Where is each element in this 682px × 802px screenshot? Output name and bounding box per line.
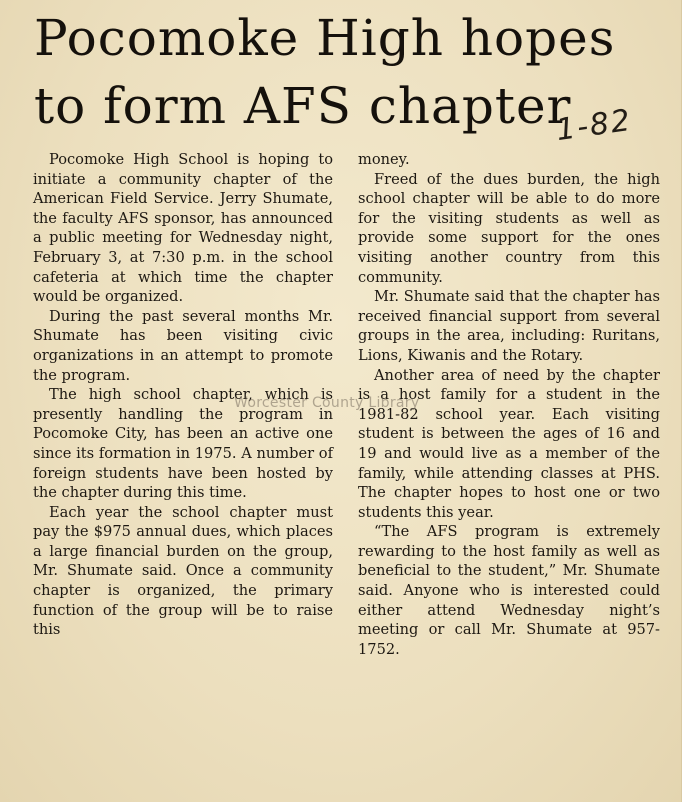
paragraph: The high school chapter, which is presently handling the program in Pocomoke City, has been an active one since its formation in 1975. A number of foreign students have been hosted by the chapter during this time.	[33, 386, 333, 502]
paragraph: During the past several months Mr. Shumate has been visiting civic organizations in an attempt to promote the program.	[33, 307, 333, 384]
paragraph: Another area of need by the chapter is a host family for a student in the 1981-82 school year. Each visiting student is between the ages of 16 and 19 and would live as a member of the family, while attending classes at PHS. The chapter hopes to host one or two students this year.	[358, 366, 660, 521]
paragraph: Freed of the dues burden, the high school chapter will be able to do more for the visiting students as well as provide some support for the ones visiting another country from this community.	[358, 170, 660, 286]
paragraph: Mr. Shumate said that the chapter has received financial support from several groups in the area, including: Ruritans, Lions, Kiwanis and the Rotary.	[358, 288, 660, 364]
paragraph: “The AFS program is extremely rewarding to the host family as well as beneficial to the student,” Mr. Shumate said. Anyone who is interested could either attend Wednesday night’s meeting or call Mr. Shumate at 957-1752.	[358, 523, 660, 658]
paragraph: Each year the school chapter must pay the $975 annual dues, which places a large financial burden on the group, Mr. Shumate said. Once a community chapter is organized, the primary function of the group will be to raise this	[33, 503, 333, 639]
paragraph: Pocomoke High School is hoping to initiate a community chapter of the American Field Service. Jerry Shumate, the faculty AFS sponsor, has announced a public meeting for Wednesday night, February 3, at 7:30 p.m. in the school cafeteria at which time the chapter would be organized.	[33, 151, 333, 306]
right-column	[358, 150, 660, 659]
paragraph-continuation: money.	[358, 151, 410, 168]
headline-line-1: Pocomoke High hopes	[34, 9, 616, 67]
library-watermark: Worcester County Library	[234, 395, 420, 411]
headline-line-2: to form AFS chapter	[34, 77, 572, 135]
handwritten-date: 1-82	[553, 102, 635, 149]
left-column	[33, 150, 333, 640]
